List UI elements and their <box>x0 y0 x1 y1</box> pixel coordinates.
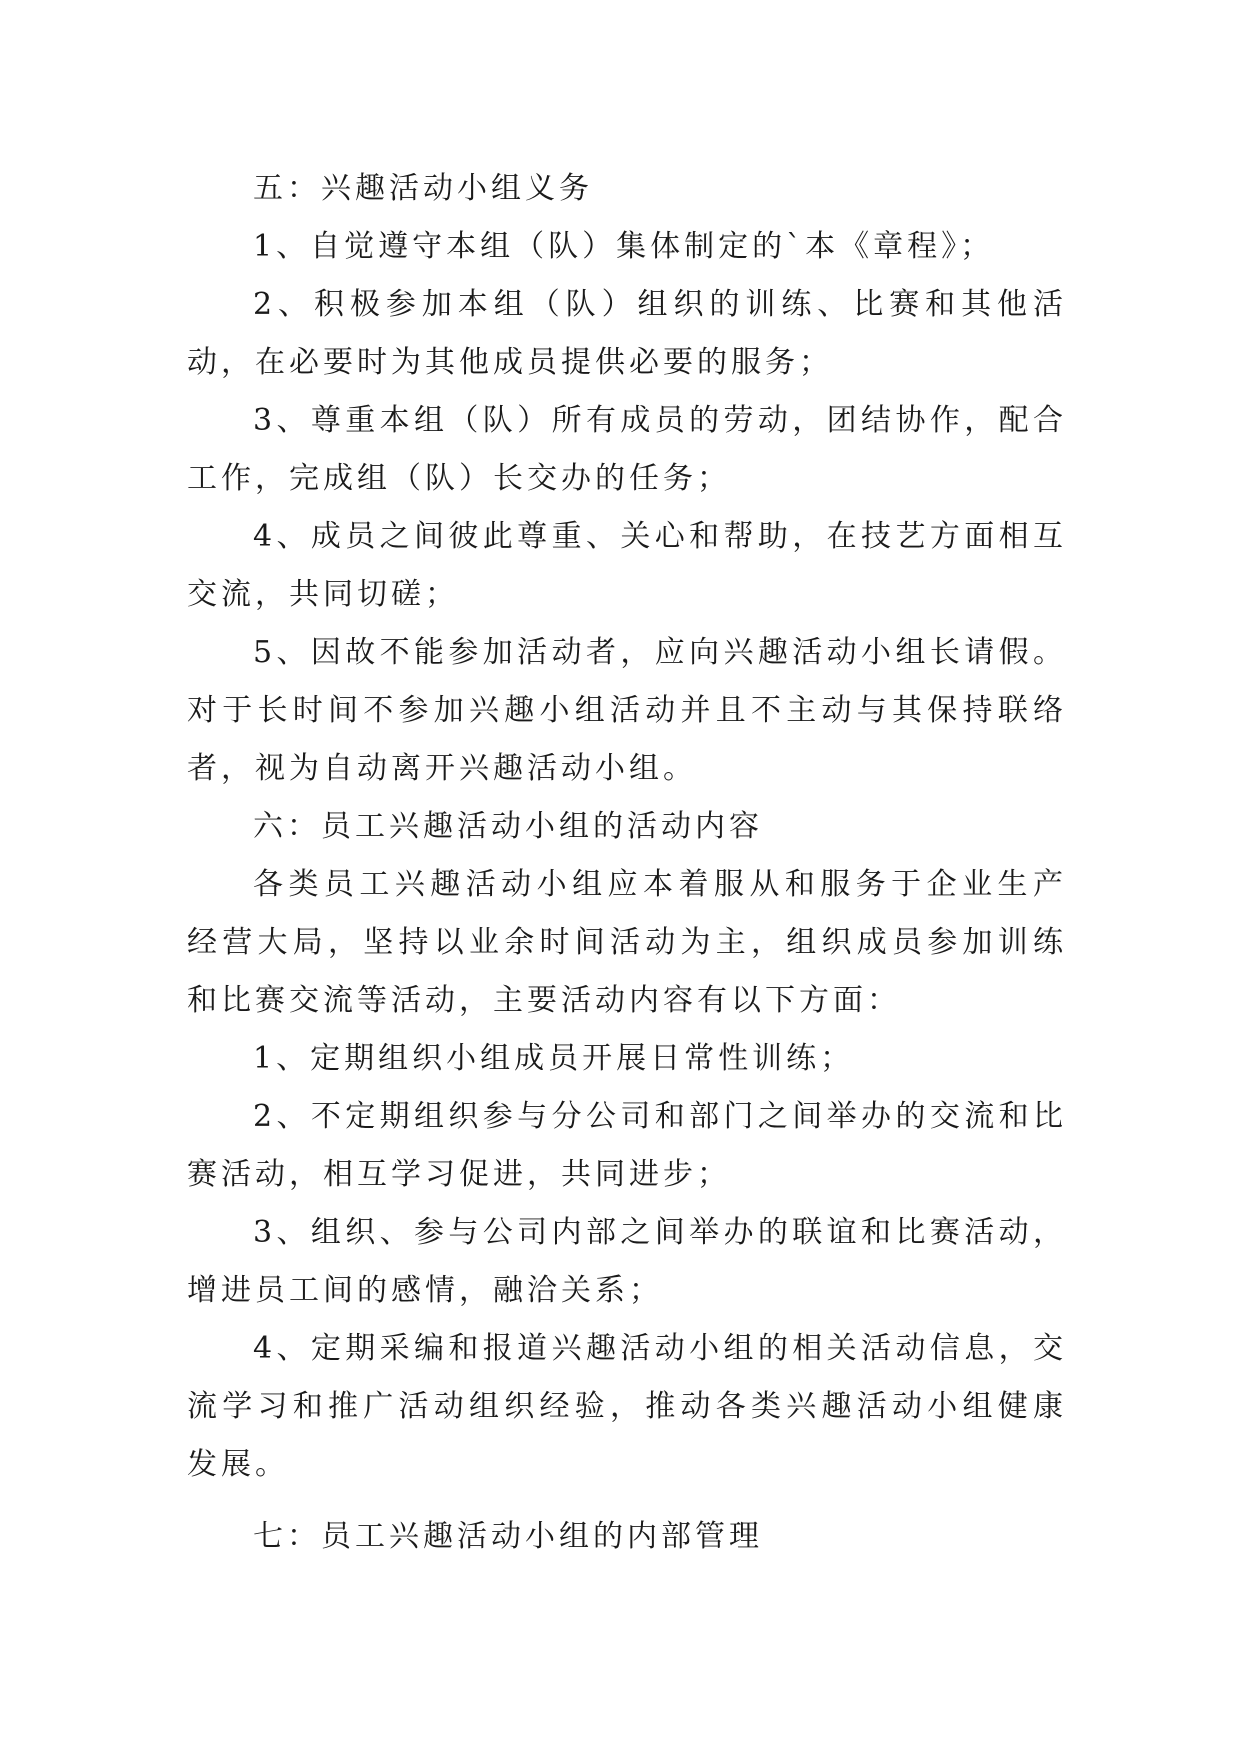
section-spacer <box>187 1494 1067 1508</box>
section-5-heading: 五：兴趣活动小组义务 <box>253 171 593 206</box>
section-5-item-2: 2、积极参加本组（队）组织的训练、比赛和其他活动，在必要时为其他成员提供必要的服务； <box>187 287 1067 380</box>
section-6-item-3: 3、组织、参与公司内部之间举办的联谊和比赛活动，增进员工间的感情，融洽关系； <box>187 1215 1067 1308</box>
section-7-heading: 七：员工兴趣活动小组的内部管理 <box>253 1519 763 1554</box>
section-5-item-4: 4、成员之间彼此尊重、关心和帮助，在技艺方面相互交流，共同切磋； <box>187 519 1067 612</box>
section-6-intro: 各类员工兴趣活动小组应本着服从和服务于企业生产经营大局，坚持以业余时间活动为主，组织成员参加训练和比赛交流等活动，主要活动内容有以下方面： <box>187 867 1067 1018</box>
section-5-item-1: 1、自觉遵守本组（队）集体制定的`本《章程》； <box>253 229 995 264</box>
section-5-item-3: 3、尊重本组（队）所有成员的劳动，团结协作，配合工作，完成组（队）长交办的任务； <box>187 403 1067 496</box>
section-6-item-1: 1、定期组织小组成员开展日常性训练； <box>253 1041 855 1076</box>
document-body <box>187 160 1067 1566</box>
section-5-item-5: 5、因故不能参加活动者，应向兴趣活动小组长请假。对于长时间不参加兴趣小组活动并且不主动与其保持联络者，视为自动离开兴趣活动小组。 <box>187 635 1067 786</box>
section-6-heading: 六：员工兴趣活动小组的活动内容 <box>253 809 763 844</box>
section-6-item-4: 4、定期采编和报道兴趣活动小组的相关活动信息，交流学习和推广活动组织经验，推动各类兴趣活动小组健康发展。 <box>187 1331 1067 1482</box>
section-6-item-2: 2、不定期组织参与分公司和部门之间举办的交流和比赛活动，相互学习促进，共同进步； <box>187 1099 1067 1192</box>
